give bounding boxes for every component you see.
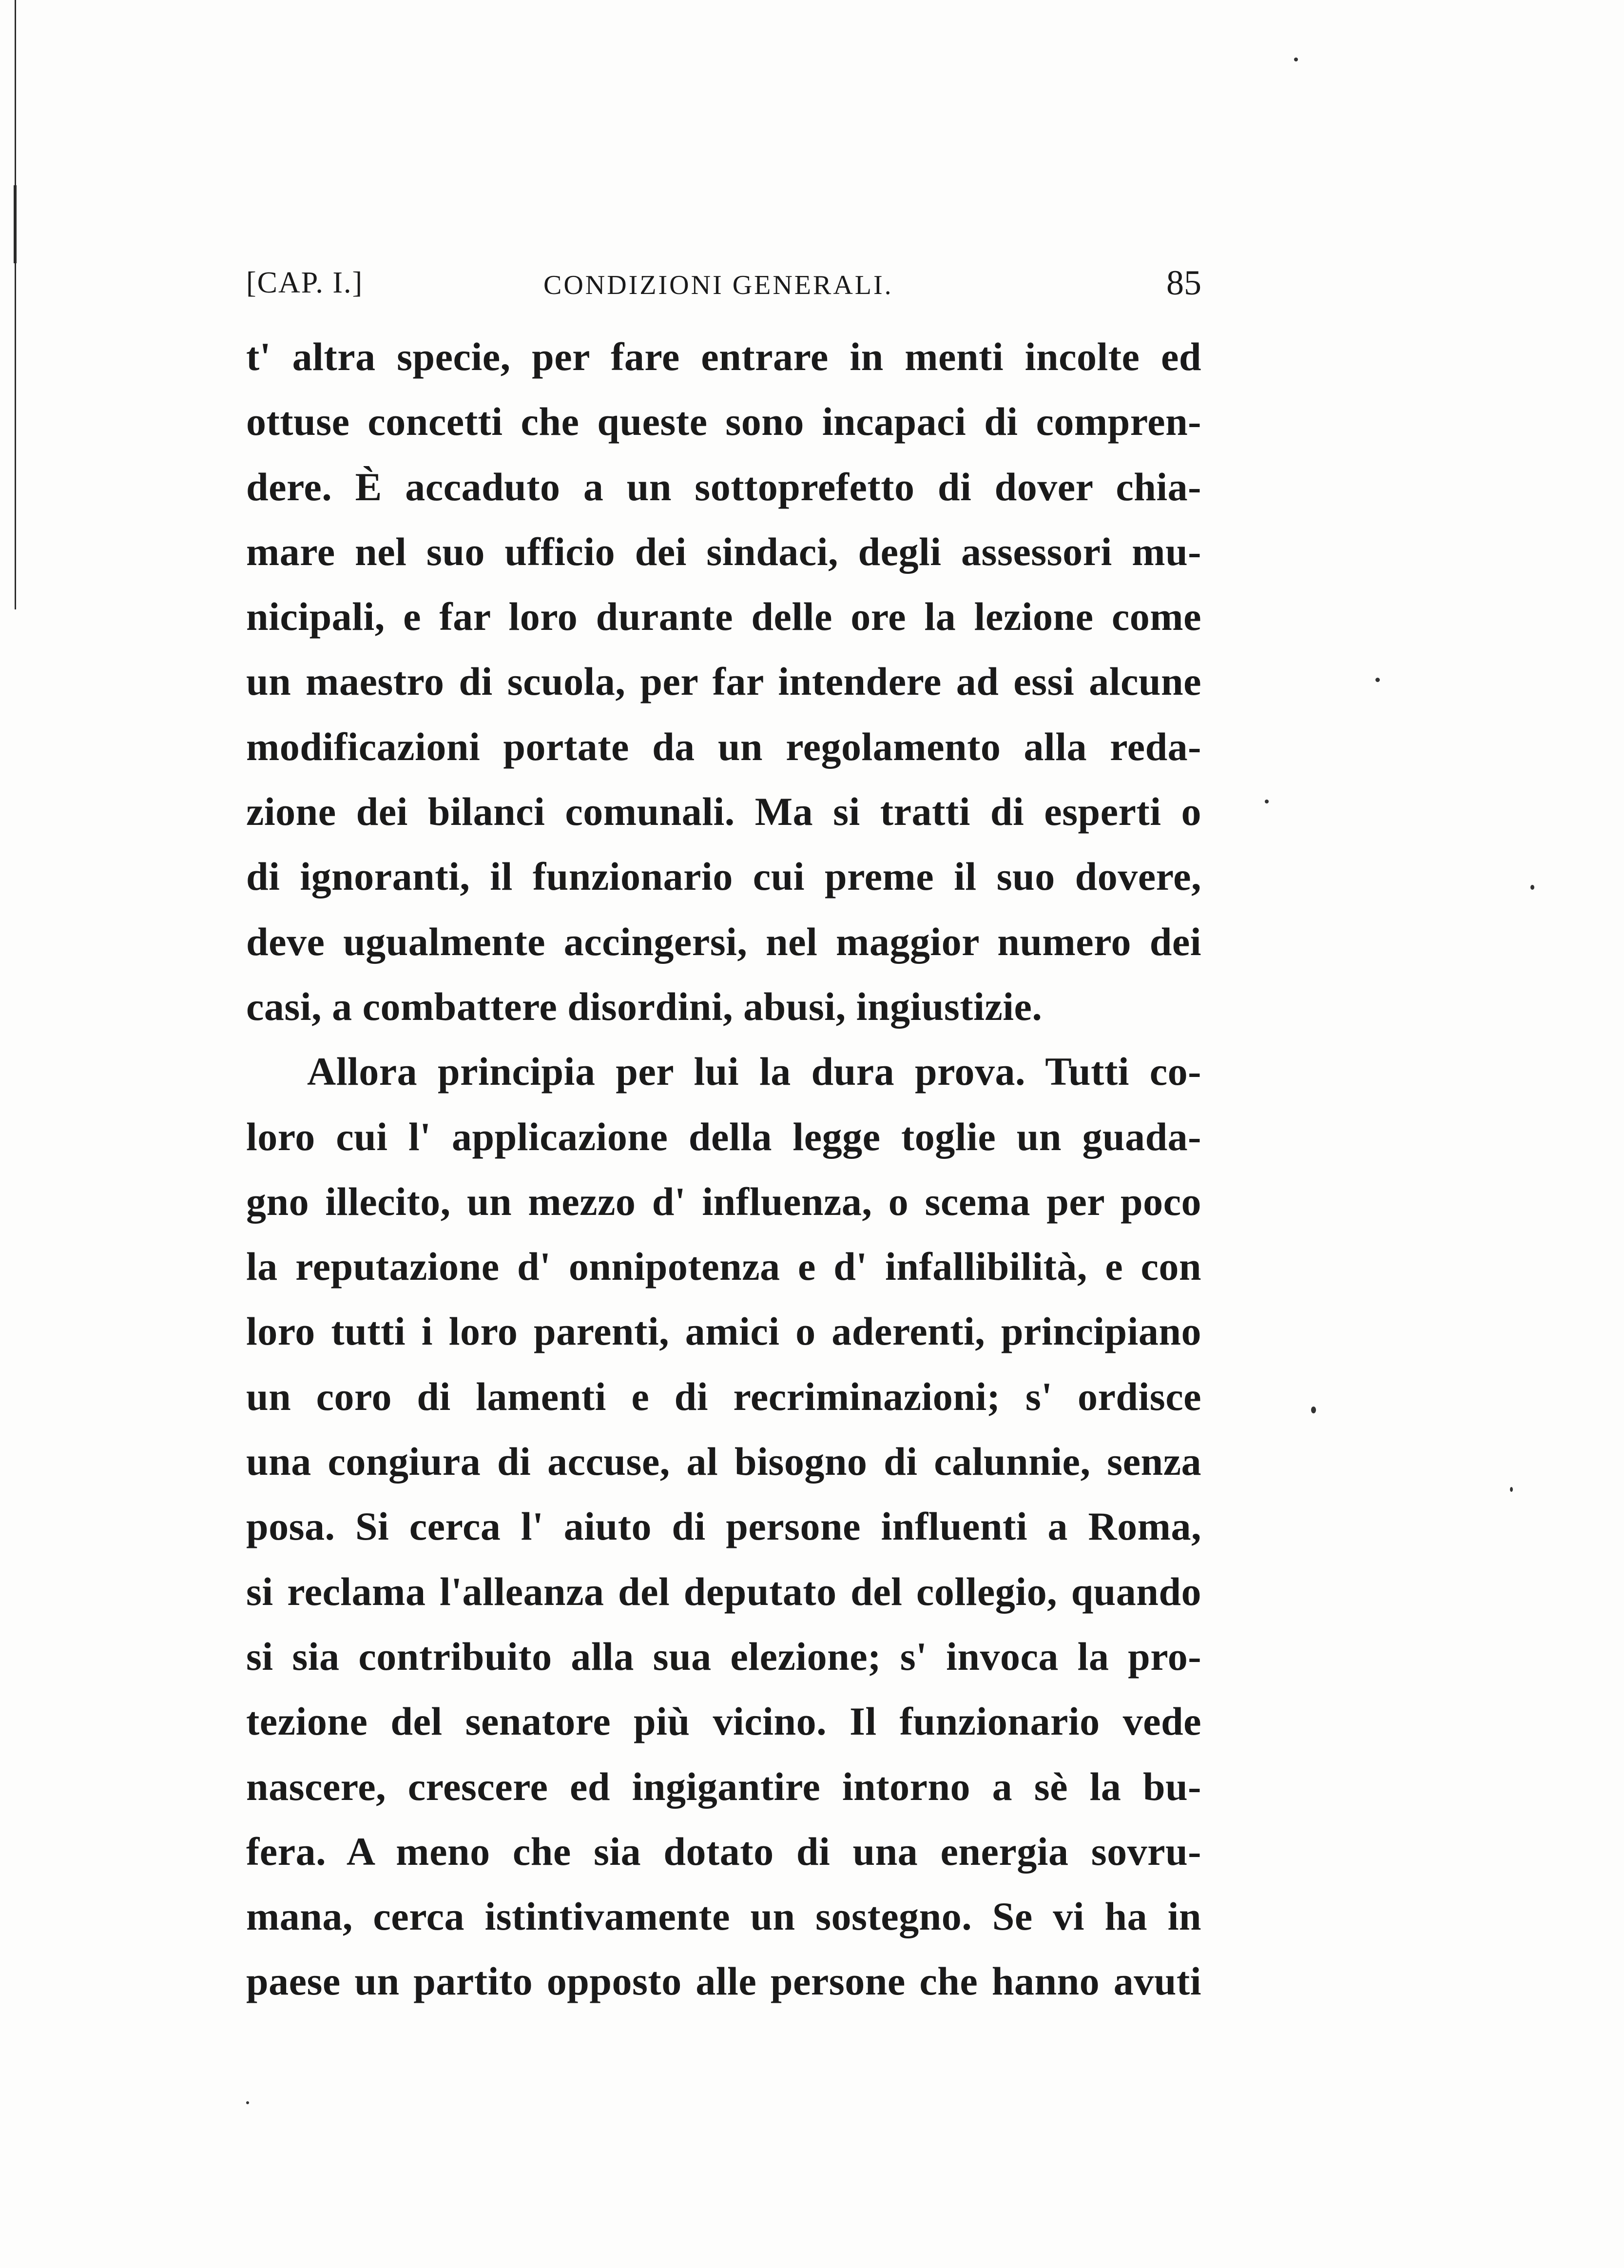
- text-line: fera. A meno che sia dotato di una energia sovru-: [246, 1829, 1201, 1874]
- text-line: dere. È accaduto a un sottoprefetto di dover chia-: [246, 464, 1201, 509]
- text-line: di ignoranti, il funzionario cui preme il suo dovere,: [246, 854, 1201, 899]
- text-line: una congiura di accuse, al bisogno di calunnie, senza: [246, 1439, 1201, 1484]
- page-number: 85: [1166, 263, 1201, 302]
- text-line: nicipali, e far loro durante delle ore la lezione come: [246, 594, 1201, 639]
- body-text: [246, 324, 1201, 2014]
- scan-speck: [1375, 678, 1380, 682]
- text-line: un coro di lamenti e di recriminazioni; s' ordisce: [246, 1374, 1201, 1419]
- text-line: nascere, crescere ed ingigantire intorno a sè la bu-: [246, 1764, 1201, 1809]
- text-line: loro cui l' applicazione della legge toglie un guada-: [246, 1114, 1201, 1159]
- text-line: gno illecito, un mezzo d' influenza, o scema per poco: [246, 1179, 1201, 1224]
- text-line: zione dei bilanci comunali. Ma si tratti di esperti o: [246, 789, 1201, 834]
- running-head: [246, 256, 1201, 310]
- text-line: modificazioni portate da un regolamento alla reda-: [246, 724, 1201, 769]
- scan-speck: [1510, 1487, 1513, 1492]
- text-line: un maestro di scuola, per far intendere ad essi alcune: [246, 659, 1201, 704]
- scan-edge-line: [15, 0, 16, 609]
- text-line: posa. Si cerca l' aiuto di persone influenti a Roma,: [246, 1504, 1201, 1549]
- text-line: loro tutti i loro parenti, amici o aderenti, principiano: [246, 1309, 1201, 1354]
- chapter-label: [CAP. I.]: [246, 266, 364, 299]
- text-line: la reputazione d' onnipotenza e d' infallibilità, e con: [246, 1244, 1201, 1289]
- scan-speck: [1530, 885, 1534, 890]
- text-line: mare nel suo ufficio dei sindaci, degli assessori mu-: [246, 529, 1201, 574]
- text-line: si sia contribuito alla sua elezione; s' invoca la pro-: [246, 1634, 1201, 1679]
- text-line: t' altra specie, per fare entrare in menti incolte ed: [246, 334, 1201, 379]
- scan-edge-mark: [14, 185, 17, 263]
- text-line: deve ugualmente accingersi, nel maggior numero dei: [246, 919, 1201, 964]
- text-line: casi, a combattere disordini, abusi, ingiustizie.: [246, 984, 1043, 1029]
- text-line: paese un partito opposto alle persone che hanno avuti: [246, 1959, 1201, 2004]
- text-line: mana, cerca istintivamente un sostegno. Se vi ha in: [246, 1894, 1201, 1939]
- chapter-title: CONDIZIONI GENERALI.: [543, 270, 893, 300]
- scan-speck: [1311, 1407, 1316, 1413]
- scan-speck: [246, 2101, 249, 2104]
- scan-speck: [1294, 58, 1298, 61]
- scan-speck: [1265, 800, 1269, 803]
- text-line: tezione del senatore più vicino. Il funzionario vede: [246, 1699, 1201, 1744]
- text-line: si reclama l'alleanza del deputato del collegio, quando: [246, 1569, 1201, 1614]
- paragraph-start-line: Allora principia per lui la dura prova. Tutti co-: [307, 1049, 1201, 1094]
- text-line: ottuse concetti che queste sono incapaci di compren-: [246, 399, 1201, 444]
